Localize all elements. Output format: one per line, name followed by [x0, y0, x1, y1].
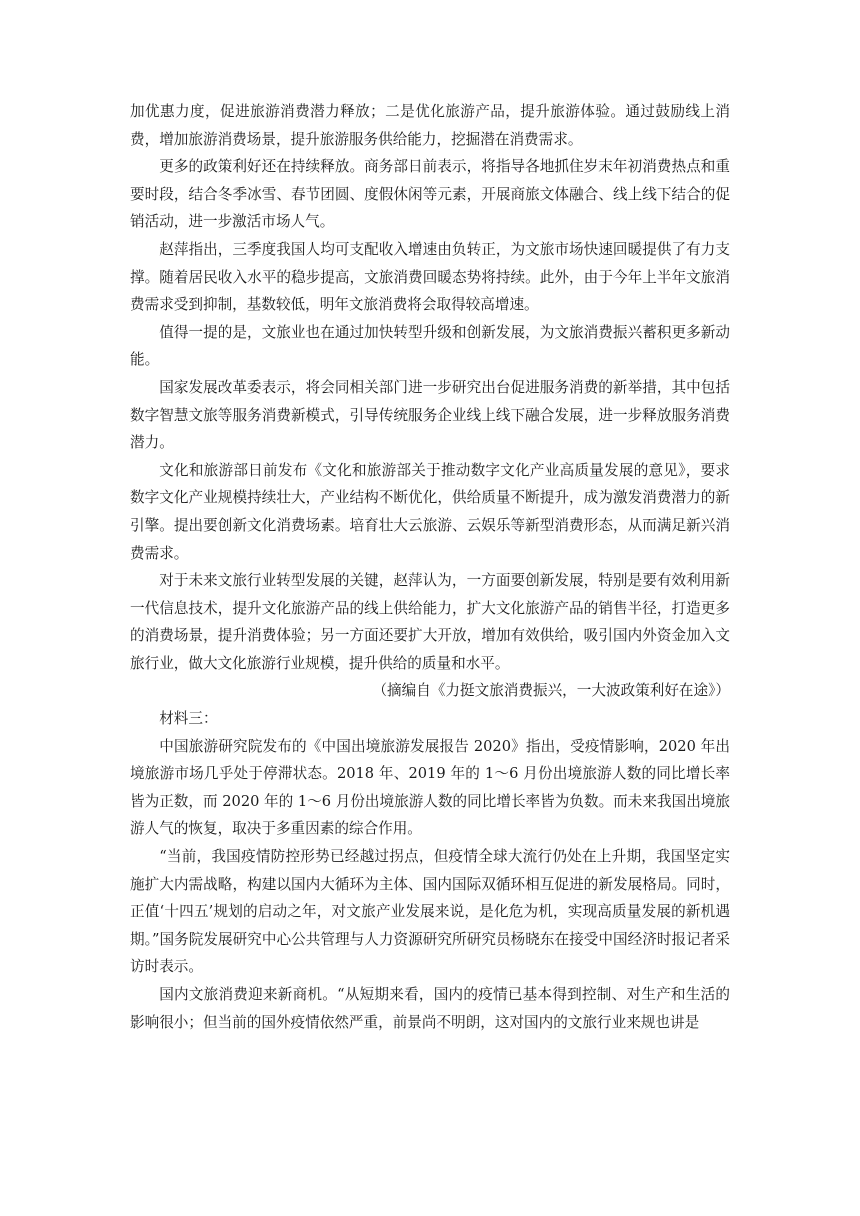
paragraph-5: 国家发展改革委表示，将会同相关部门进一步研究出台促进服务消费的新举措，其中包括数字智慧文旅等服务消费新模式，引导传统服务企业线上线下融合发展，进一步释放服务消费潜力。 — [130, 378, 730, 452]
material-label: 材料三： — [159, 710, 218, 728]
paragraph-8: 中国旅游研究院发布的《中国出境旅游发展报告 2020》指出，受疫情影响，2020 年出境旅游市场几乎处于停滞状态。2018 年、2019 年的 1～6 月份出境旅游人数的同比增长率皆为正数，而 2020 年的 1～6 月份出境旅游人数的同比增长率皆为负数。而未来我国出境旅游人气的恢复，取决于多重因素的综合作用。 — [130, 737, 730, 838]
source-citation: （摘编自《力挺文旅消费振兴，一大波政策利好在途》） — [372, 682, 730, 700]
paragraph-10: 国内文旅消费迎来新商机。“从短期来看，国内的疫情已基本得到控制、对生产和生活的影响很小；但当前的国外疫情依然严重，前景尚不明朗，这对国内的文旅行业来规也讲是 — [130, 986, 730, 1031]
paragraph-4: 值得一提的是，文旅业也在通过加快转型升级和创新发展，为文旅消费振兴蓄积更多新动能。 — [130, 323, 730, 369]
paragraph-1: 加优惠力度，促进旅游消费潜力释放；二是优化旅游产品，提升旅游体验。通过鼓励线上消费，增加旅游消费场景，提升旅游服务供给能力，挖掘潜在消费需求。 — [130, 103, 730, 148]
document-body — [130, 98, 730, 1036]
paragraph-2: 更多的政策利好还在持续释放。商务部日前表示，将指导各地抓住岁末年初消费热点和重要时段，结合冬季冰雪、春节团圆、度假休闲等元素，开展商旅文体融合、线上线下结合的促销活动，进一步激活市场人气。 — [130, 158, 730, 231]
paragraph-3: 赵萍指出，三季度我国人均可支配收入增速由负转正，为文旅市场快速回暖提供了有力支撑。随着居民收入水平的稳步提高，文旅消费回暖态势将持续。此外，由于今年上半年文旅消费需求受到抑制，基数较低，明年文旅消费将会取得较高增速。 — [130, 240, 730, 314]
paragraph-9: “当前，我国疫情防控形势已经越过拐点，但疫情全球大流行仍处在上升期，我国坚定实施扩大内需战略，构建以国内大循环为主体、国内国际双循环相互促进的新发展格局。同时，正值‘十四五’规划的启动之年，对文旅产业发展来说，是化危为机，实现高质量发展的新机遇期。”国务院发展研究中心公共管理与人力资源研究所研究员杨晓东在接受中国经济时报记者采访时表示。 — [130, 848, 730, 976]
paragraph-7: 对于未来文旅行业转型发展的关键，赵萍认为，一方面要创新发展，特别是要有效利用新一代信息技术，提升文化旅游产品的线上供给能力，扩大文化旅游产品的销售半径，打造更多的消费场景，提升消费体验；另一方面还要扩大开放，增加有效供给，吸引国内外资金加入文旅行业，做大文化旅游行业规模，提升供给的质量和水平。 — [130, 572, 730, 672]
paragraph-6: 文化和旅游部日前发布《文化和旅游部关于推动数字文化产业高质量发展的意见》，要求数字文化产业规模持续壮大，产业结构不断优化，供给质量不断提升，成为激发消费潜力的新引擎。提出要创新文化消费场素。培育壮大云旅游、云娱乐等新型消费形态，从而满足新兴消费需求。 — [130, 461, 730, 562]
